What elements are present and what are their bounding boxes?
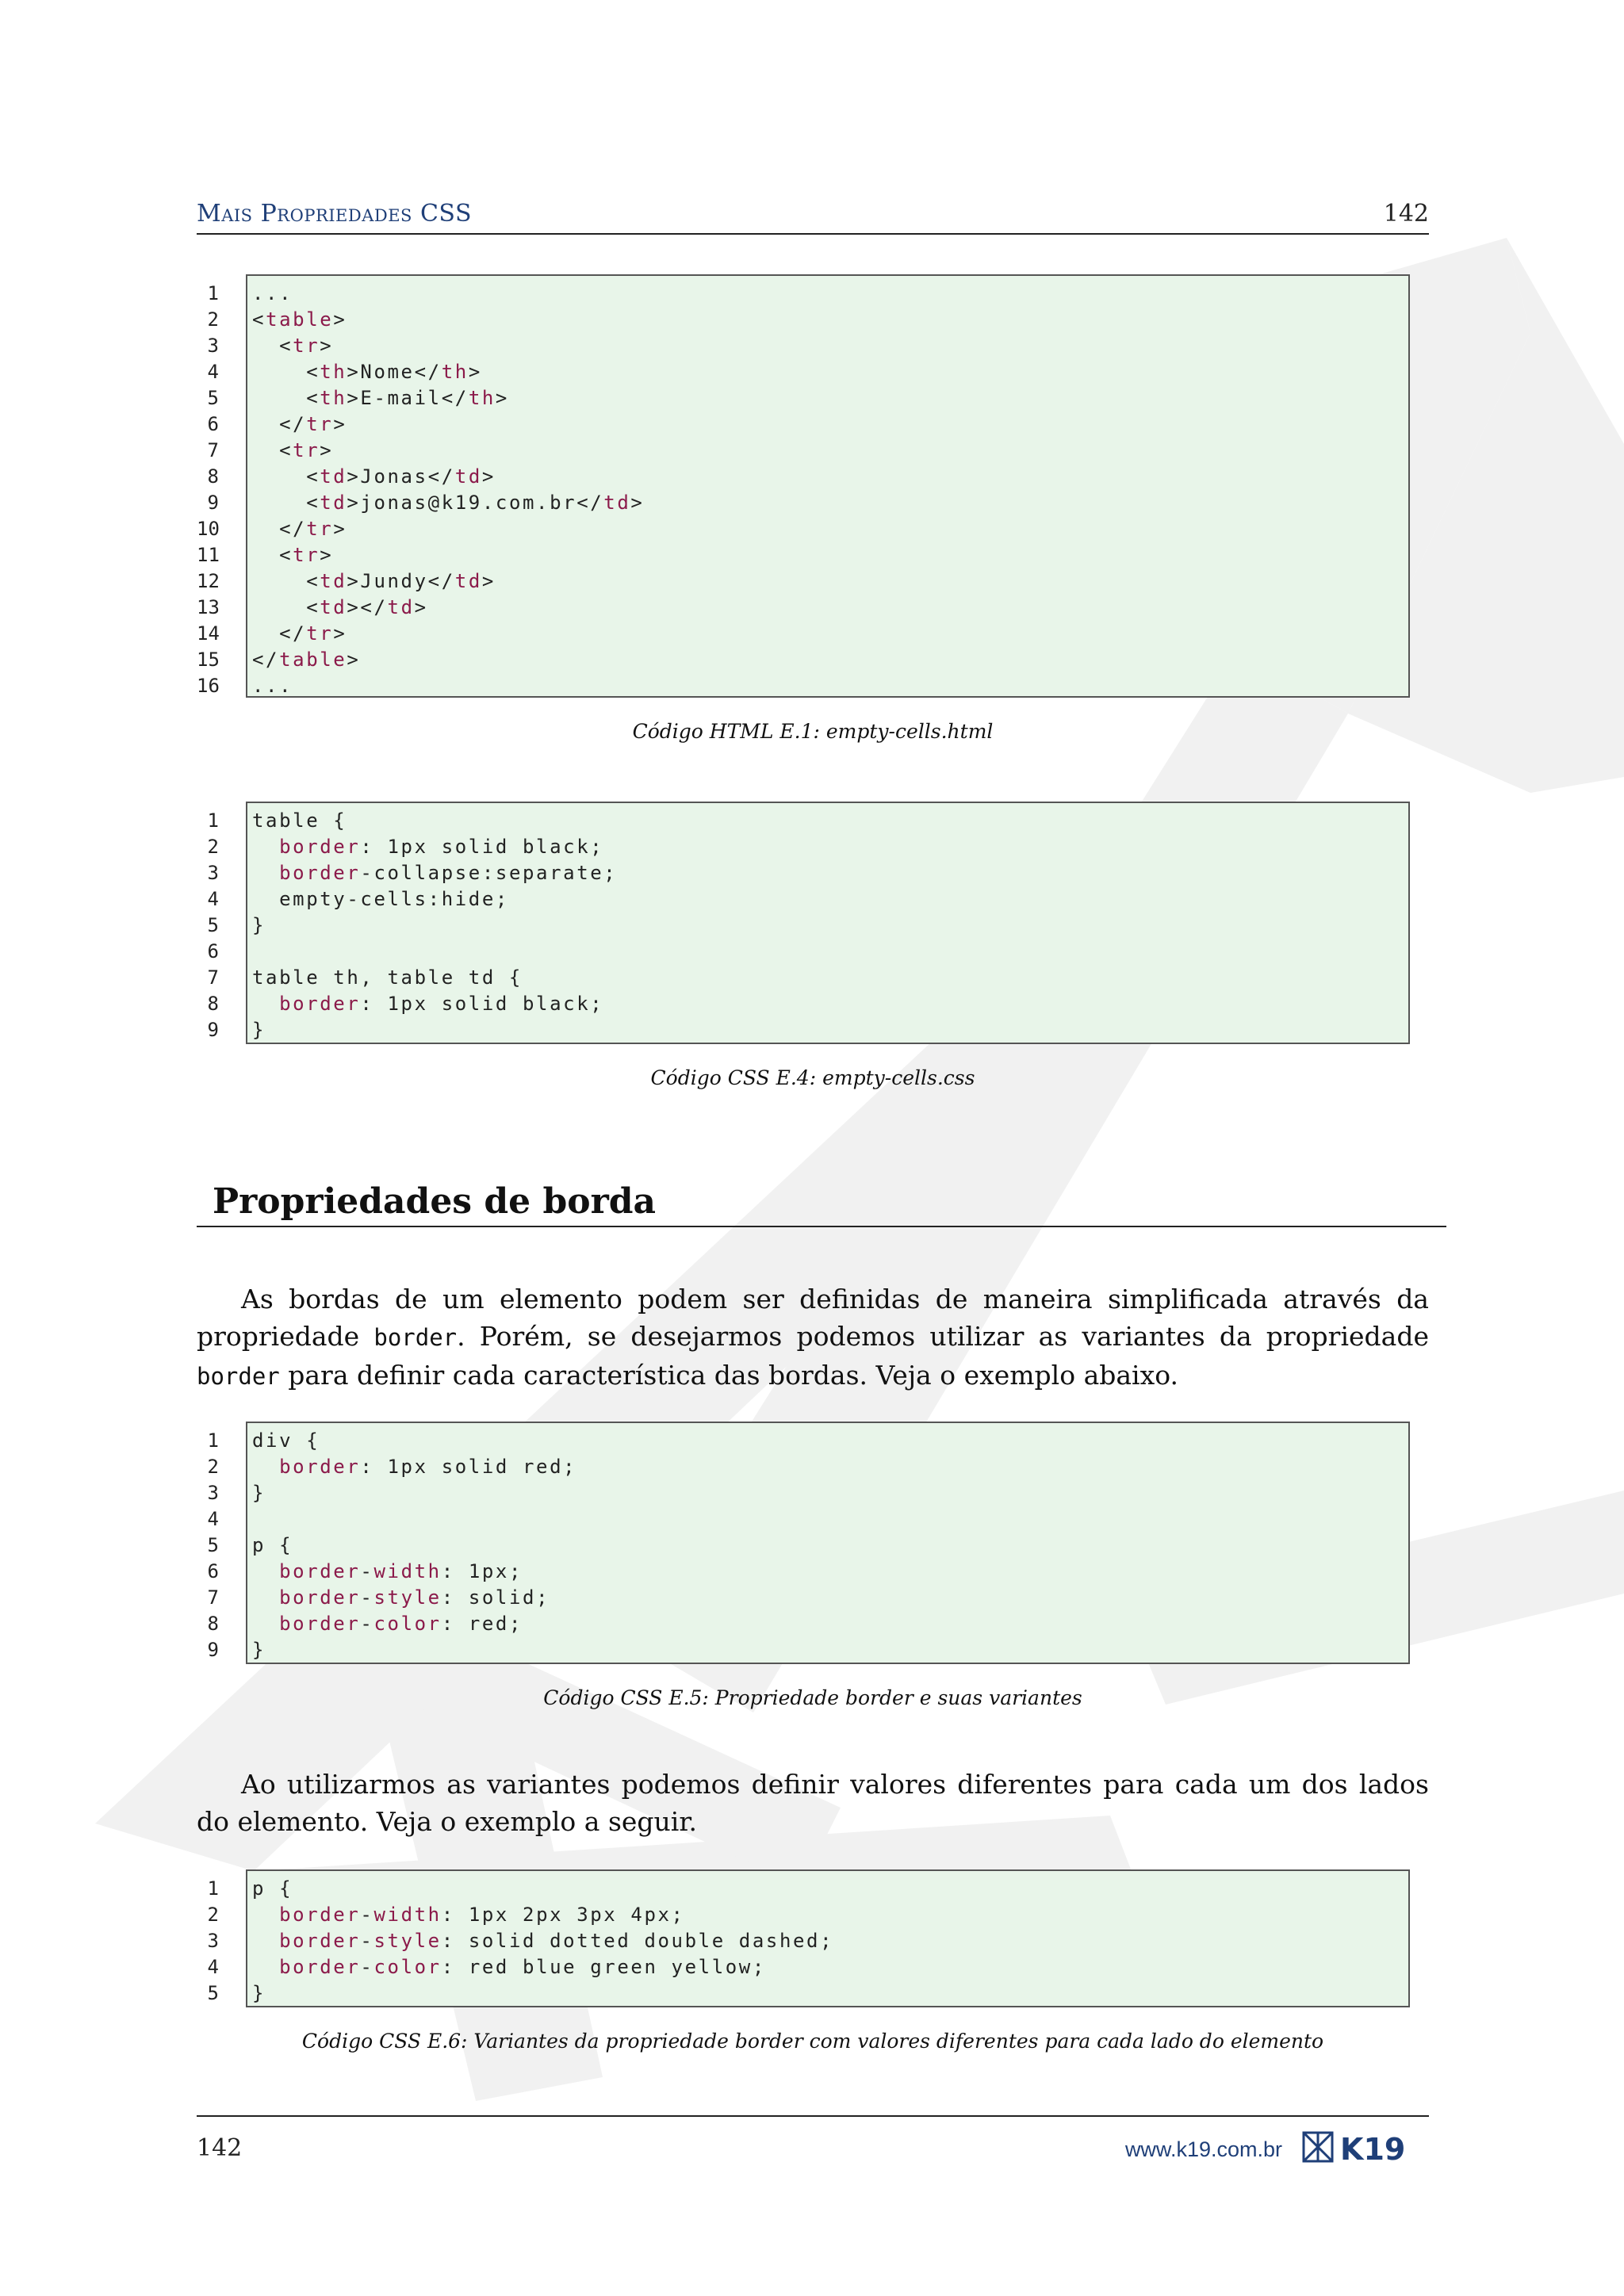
code-text: border: 1px solid red; — [279, 1456, 577, 1478]
line-number: 16 — [197, 675, 220, 697]
code-line — [197, 333, 1410, 359]
code-text: <td>Jonas</td> — [252, 465, 496, 488]
line-number: 8 — [207, 1613, 219, 1635]
code-text: } — [252, 1982, 266, 2004]
code-line — [197, 438, 1410, 464]
code-text: } — [252, 1482, 266, 1504]
line-number: 12 — [197, 570, 220, 592]
code-text: empty-cells:hide; — [252, 888, 509, 910]
code-line — [197, 1585, 1410, 1611]
inline-code: border — [197, 1363, 280, 1390]
section-title: Propriedades de borda — [213, 1181, 657, 1222]
line-number: 6 — [207, 1560, 219, 1582]
paragraph-text: . Porém, se desejarmos podemos utilizar as variantes da propriedade — [457, 1321, 1429, 1352]
line-number: 4 — [207, 1956, 219, 1978]
line-number: 15 — [197, 649, 220, 671]
code-line — [197, 516, 1410, 542]
inline-code: border — [373, 1324, 458, 1351]
code-line — [197, 1954, 1410, 1980]
code-text: border-color: red; — [279, 1613, 523, 1635]
line-number: 8 — [207, 465, 219, 488]
code-line — [197, 808, 1410, 834]
code-line — [197, 1980, 1410, 2007]
code-text: p { — [252, 1534, 293, 1556]
code-text: border-width: 1px; — [279, 1560, 523, 1582]
code-text: <tr> — [252, 544, 334, 566]
line-number: 4 — [207, 1508, 219, 1530]
code-text: div { — [252, 1429, 320, 1452]
paragraph-text: Ao utilizarmos as variantes podemos definir valores diferentes para cada um dos lados do elemento. Veja o exemplo a seguir. — [197, 1769, 1429, 1837]
code-line — [197, 542, 1410, 568]
line-number: 1 — [207, 282, 219, 304]
code-text: ... — [252, 675, 293, 697]
line-number: 6 — [207, 940, 219, 962]
code-line — [197, 1017, 1410, 1043]
code-line — [197, 307, 1410, 333]
line-number: 9 — [207, 1019, 219, 1041]
code-line — [197, 1506, 1410, 1533]
line-number: 9 — [207, 1639, 219, 1661]
line-number: 1 — [207, 1877, 219, 1900]
code-line — [197, 464, 1410, 490]
line-number: 2 — [207, 1456, 219, 1478]
line-number: 7 — [207, 1586, 219, 1609]
code-text: <td>Jundy</td> — [252, 570, 496, 592]
code-text: p { — [252, 1877, 293, 1900]
code-line — [197, 991, 1410, 1017]
line-number: 3 — [207, 335, 219, 357]
code-block-html-e1 — [197, 274, 1410, 698]
line-number: 5 — [207, 914, 219, 936]
code-line — [197, 965, 1410, 991]
line-number: 3 — [207, 862, 219, 884]
code-text: } — [252, 1019, 266, 1041]
line-number: 7 — [207, 439, 219, 461]
code-text: ... — [252, 282, 293, 304]
code-text: <tr> — [252, 439, 334, 461]
code-text: border-color: red blue green yellow; — [279, 1956, 766, 1978]
code-text: </tr> — [252, 622, 347, 645]
line-number: 11 — [197, 544, 220, 566]
line-number: 4 — [207, 888, 219, 910]
line-number: 14 — [197, 622, 220, 645]
k19-logo — [1302, 2130, 1429, 2164]
paragraph-intro — [197, 1280, 1429, 1395]
code-line — [197, 1876, 1410, 1902]
line-number: 13 — [197, 596, 220, 618]
code-text: </tr> — [252, 413, 347, 435]
footer-page-number: 142 — [197, 2134, 243, 2162]
line-number: 10 — [197, 518, 220, 540]
line-number: 2 — [207, 836, 219, 858]
header-page-number: 142 — [1383, 200, 1429, 228]
code-line — [197, 1480, 1410, 1506]
line-number: 1 — [207, 809, 219, 832]
line-number: 5 — [207, 387, 219, 409]
code-line — [197, 1611, 1410, 1637]
code-line — [197, 886, 1410, 913]
code-text: table { — [252, 809, 347, 832]
code-text: border: 1px solid black; — [279, 993, 604, 1015]
code-text: <tr> — [252, 335, 334, 357]
code-text: border-collapse:separate; — [279, 862, 618, 884]
code-line — [197, 673, 1410, 699]
code-text: <td>jonas@k19.com.br</td> — [252, 492, 645, 514]
code-text: <th>E-mail</th> — [252, 387, 509, 409]
code-text: } — [252, 1639, 266, 1661]
caption-html-e1: Código HTML E.1: empty-cells.html — [632, 720, 994, 743]
code-line — [197, 834, 1410, 860]
line-number: 9 — [207, 492, 219, 514]
code-text: </tr> — [252, 518, 347, 540]
line-number: 4 — [207, 361, 219, 383]
code-block-css-e4 — [197, 802, 1410, 1044]
line-number: 2 — [207, 308, 219, 331]
line-number: 1 — [207, 1429, 219, 1452]
code-line — [197, 595, 1410, 621]
code-line — [197, 913, 1410, 939]
code-line — [197, 1637, 1410, 1663]
line-number: 7 — [207, 966, 219, 989]
code-text: </table> — [252, 649, 361, 671]
line-number: 5 — [207, 1982, 219, 2004]
code-line — [197, 385, 1410, 411]
caption-css-e5: Código CSS E.5: Propriedade border e suas variantes — [543, 1686, 1082, 1709]
code-line — [197, 411, 1410, 438]
running-header — [197, 198, 1429, 235]
code-text: <th>Nome</th> — [252, 361, 482, 383]
logo-text: K19 — [1340, 2132, 1406, 2164]
code-line — [197, 647, 1410, 673]
code-line — [197, 939, 1410, 965]
line-number: 8 — [207, 993, 219, 1015]
code-line — [197, 490, 1410, 516]
code-line — [197, 1928, 1410, 1954]
line-number: 3 — [207, 1482, 219, 1504]
paragraph-text: para definir cada característica das bordas. Veja o exemplo abaixo. — [279, 1360, 1178, 1391]
code-text: <table> — [252, 308, 347, 331]
code-line — [197, 359, 1410, 385]
paragraph-text: As bordas de um elemento podem ser definidas de maneira simplificada através da propriedade — [197, 1284, 1429, 1352]
line-number: 6 — [207, 413, 219, 435]
code-line — [197, 1428, 1410, 1454]
code-text: border-style: solid; — [279, 1586, 550, 1609]
code-line — [197, 1559, 1410, 1585]
code-text: } — [252, 914, 266, 936]
code-text: table th, table td { — [252, 966, 523, 989]
code-text: border: 1px solid black; — [279, 836, 604, 858]
paragraph-variants — [197, 1766, 1429, 1840]
line-number: 3 — [207, 1930, 219, 1952]
caption-css-e6: Código CSS E.6: Variantes da propriedade border com valores diferentes para cada lado do elemento — [301, 2030, 1324, 2053]
code-text: border-style: solid dotted double dashed; — [279, 1930, 834, 1952]
running-footer — [197, 2115, 1429, 2164]
code-text: border-width: 1px 2px 3px 4px; — [279, 1904, 685, 1926]
code-block-css-e5 — [197, 1422, 1410, 1664]
code-block-css-e6 — [197, 1869, 1410, 2007]
line-number: 2 — [207, 1904, 219, 1926]
footer-url-link[interactable]: www.k19.com.br — [1124, 2137, 1282, 2161]
code-line — [197, 860, 1410, 886]
code-line — [197, 281, 1410, 307]
code-line — [197, 1902, 1410, 1928]
header-title: Mais Propriedades CSS — [197, 200, 473, 228]
line-number: 5 — [207, 1534, 219, 1556]
code-line — [197, 1533, 1410, 1559]
code-line — [197, 621, 1410, 647]
section-heading — [197, 1181, 1446, 1227]
code-text: <td></td> — [252, 596, 428, 618]
caption-css-e4: Código CSS E.4: empty-cells.css — [650, 1066, 975, 1089]
code-line — [197, 1454, 1410, 1480]
code-line — [197, 568, 1410, 595]
